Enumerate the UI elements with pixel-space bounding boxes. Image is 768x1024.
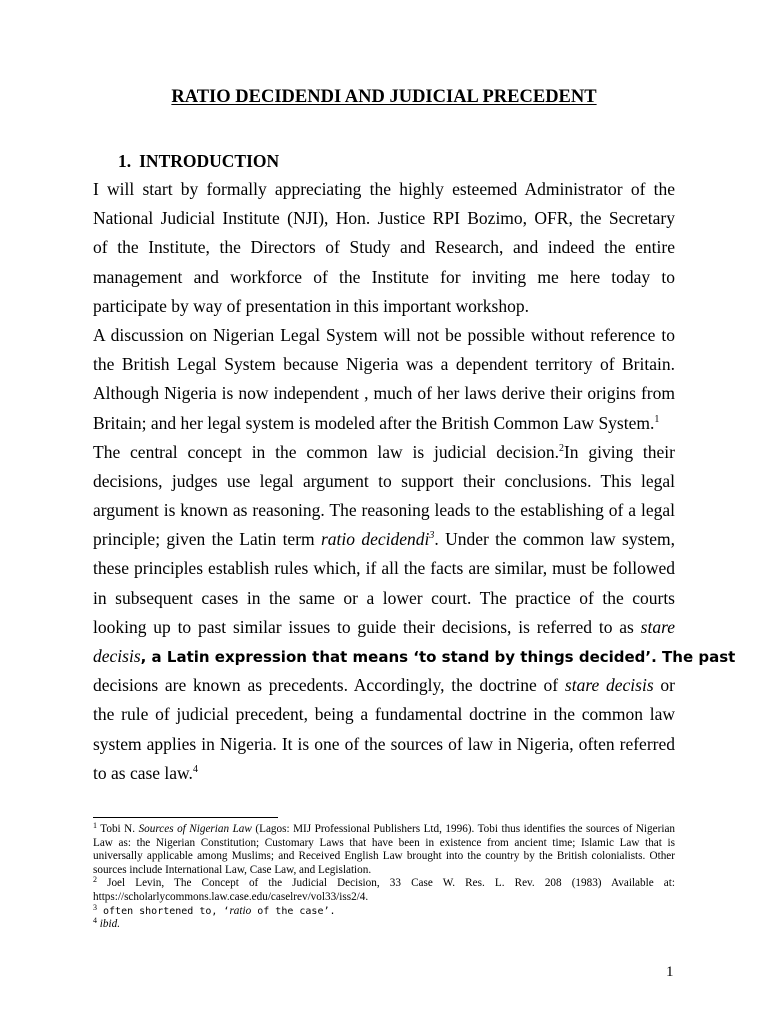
footnote-3 [93,902,675,919]
paragraph-line: in subsequent cases in the same or a lower court. The practice of the courts [93,587,675,608]
footnote-number: 2 [93,875,97,885]
footnote-ref: 1 [654,413,660,425]
paragraph-line: decisions, judges use legal argument to support their conclusions. This legal [93,470,675,491]
line-text: . Under the common law system, [434,529,675,550]
line-text: judicial [433,441,487,462]
footnote-ref: 2 [558,442,564,454]
line-text: Britain; and her legal system is modeled after the British Common Law System. [93,412,655,433]
paragraph-line [93,759,675,788]
footnote-4 [93,918,675,932]
footnote-number: 1 [93,821,97,830]
paragraph-line: the British Legal System because Nigeria was a dependent territory of Britain. [93,354,675,375]
paragraph-line: the rule of judicial precedent, being a fundamental doctrine in the common law [93,704,675,725]
footnote-text: (Lagos: MIJ Professional Publishers Ltd, 1996). Tobi thus identifies the sources of Nigerian Law as: the Nigerian Constitution; Customary Laws that have been in existence from ancient time; Islamic Law that is universally applicable among Muslims; and Received English Law brought into the country by the British colonialists. Other sources include International Law, Case Law, and Legislation. [93,823,675,876]
footnote-divider [93,817,278,818]
line-text: , a Latin expression that means ‘to stand by things decided’. The past [140,648,736,666]
line-text: principle; given the Latin term [93,529,321,550]
paragraph-line [93,409,675,438]
section-heading [118,151,279,172]
footnote-number: 3 [93,902,97,912]
latin-term: stare [640,616,675,637]
line-text: The [93,441,121,462]
paragraph-line: National Judicial Institute (NJI), Hon. Justice RPI Bozimo, OFR, the Secretary [93,208,675,229]
footnotes [93,823,675,932]
paragraph-line: system applies in Nigeria. It is one of the sources of law in Nigeria, often referred [93,733,675,754]
paragraph-line: management and workforce of the Institute for inviting me here today to [93,266,675,287]
line-text: decision.$^2$In [496,441,579,462]
paragraph-line: argument is known as reasoning. The reasoning leads to the establishing of a legal [93,500,675,521]
body-text [93,175,736,788]
footnote-text: Tobi N. [97,823,139,835]
latin-term: decisis [93,646,141,666]
footnote-ref: 4 [192,763,198,775]
paragraph-line [93,525,675,554]
line-text: law [377,441,403,462]
line-text: common [306,441,368,462]
paragraph-line [93,438,675,467]
section-number: 1. [118,151,132,171]
paragraph-line: these principles establish rules which, if all the facts are similar, must be followed [93,558,675,579]
section-title: INTRODUCTION [139,151,280,171]
line-text: to as case law. [93,762,193,783]
footnote-text: of the case’. [251,905,336,917]
footnote-text: Joel Levin, The Concept of the Judicial Decision, 33 Case W. Res. L. Rev. 208 (1983) Available at: https://scholarlycommons.law.case.edu/caselrev/vol33/iss2/4. [93,877,675,903]
paragraph-line: A discussion on Nigerian Legal System will not be possible without reference to [93,324,675,345]
line-text: in [251,441,266,462]
paragraph-line [93,671,675,700]
paragraph-line: participate by way of presentation in this important workshop. [93,295,529,316]
paragraph-line: I will start by formally appreciating the highly esteemed Administrator of the [93,179,675,199]
footnote-ref: 3 [429,530,435,542]
paragraph-line: Although Nigeria is now independent , much of her laws derive their origins from [93,383,675,404]
footnote-2 [93,877,675,904]
line-text: is [412,441,425,462]
line-text: their [642,441,675,462]
page-number: 1 [666,964,674,980]
footnote-1 [93,823,675,877]
document-title: RATIO DECIDENDI AND JUDICIAL PRECEDENT [171,87,597,107]
footnote-number: 4 [93,916,97,926]
paragraph-line [93,642,736,671]
line-text: concept [187,441,242,462]
line-text: giving [588,441,634,462]
book-title: Sources of Nigerian Law [138,823,252,835]
paragraph-line: of the Institute, the Directors of Study and Research, and indeed the entire [93,237,675,258]
paragraph-line [93,613,675,642]
footnote-text: ibid. [97,918,120,931]
line-text: central [130,441,178,462]
line-text: the [275,441,297,462]
latin-term: stare decisis [564,675,654,696]
footnote-text: often shortened to, ‘ [97,905,230,917]
line-text: looking up to past similar issues to guide their decisions, is referred to as [93,616,641,637]
latin-term: ratio [229,904,252,917]
latin-term: ratio decidendi [320,529,430,550]
line-text: or [653,675,676,696]
line-text: decisions are known as precedents. Accordingly, the doctrine of [93,675,565,696]
